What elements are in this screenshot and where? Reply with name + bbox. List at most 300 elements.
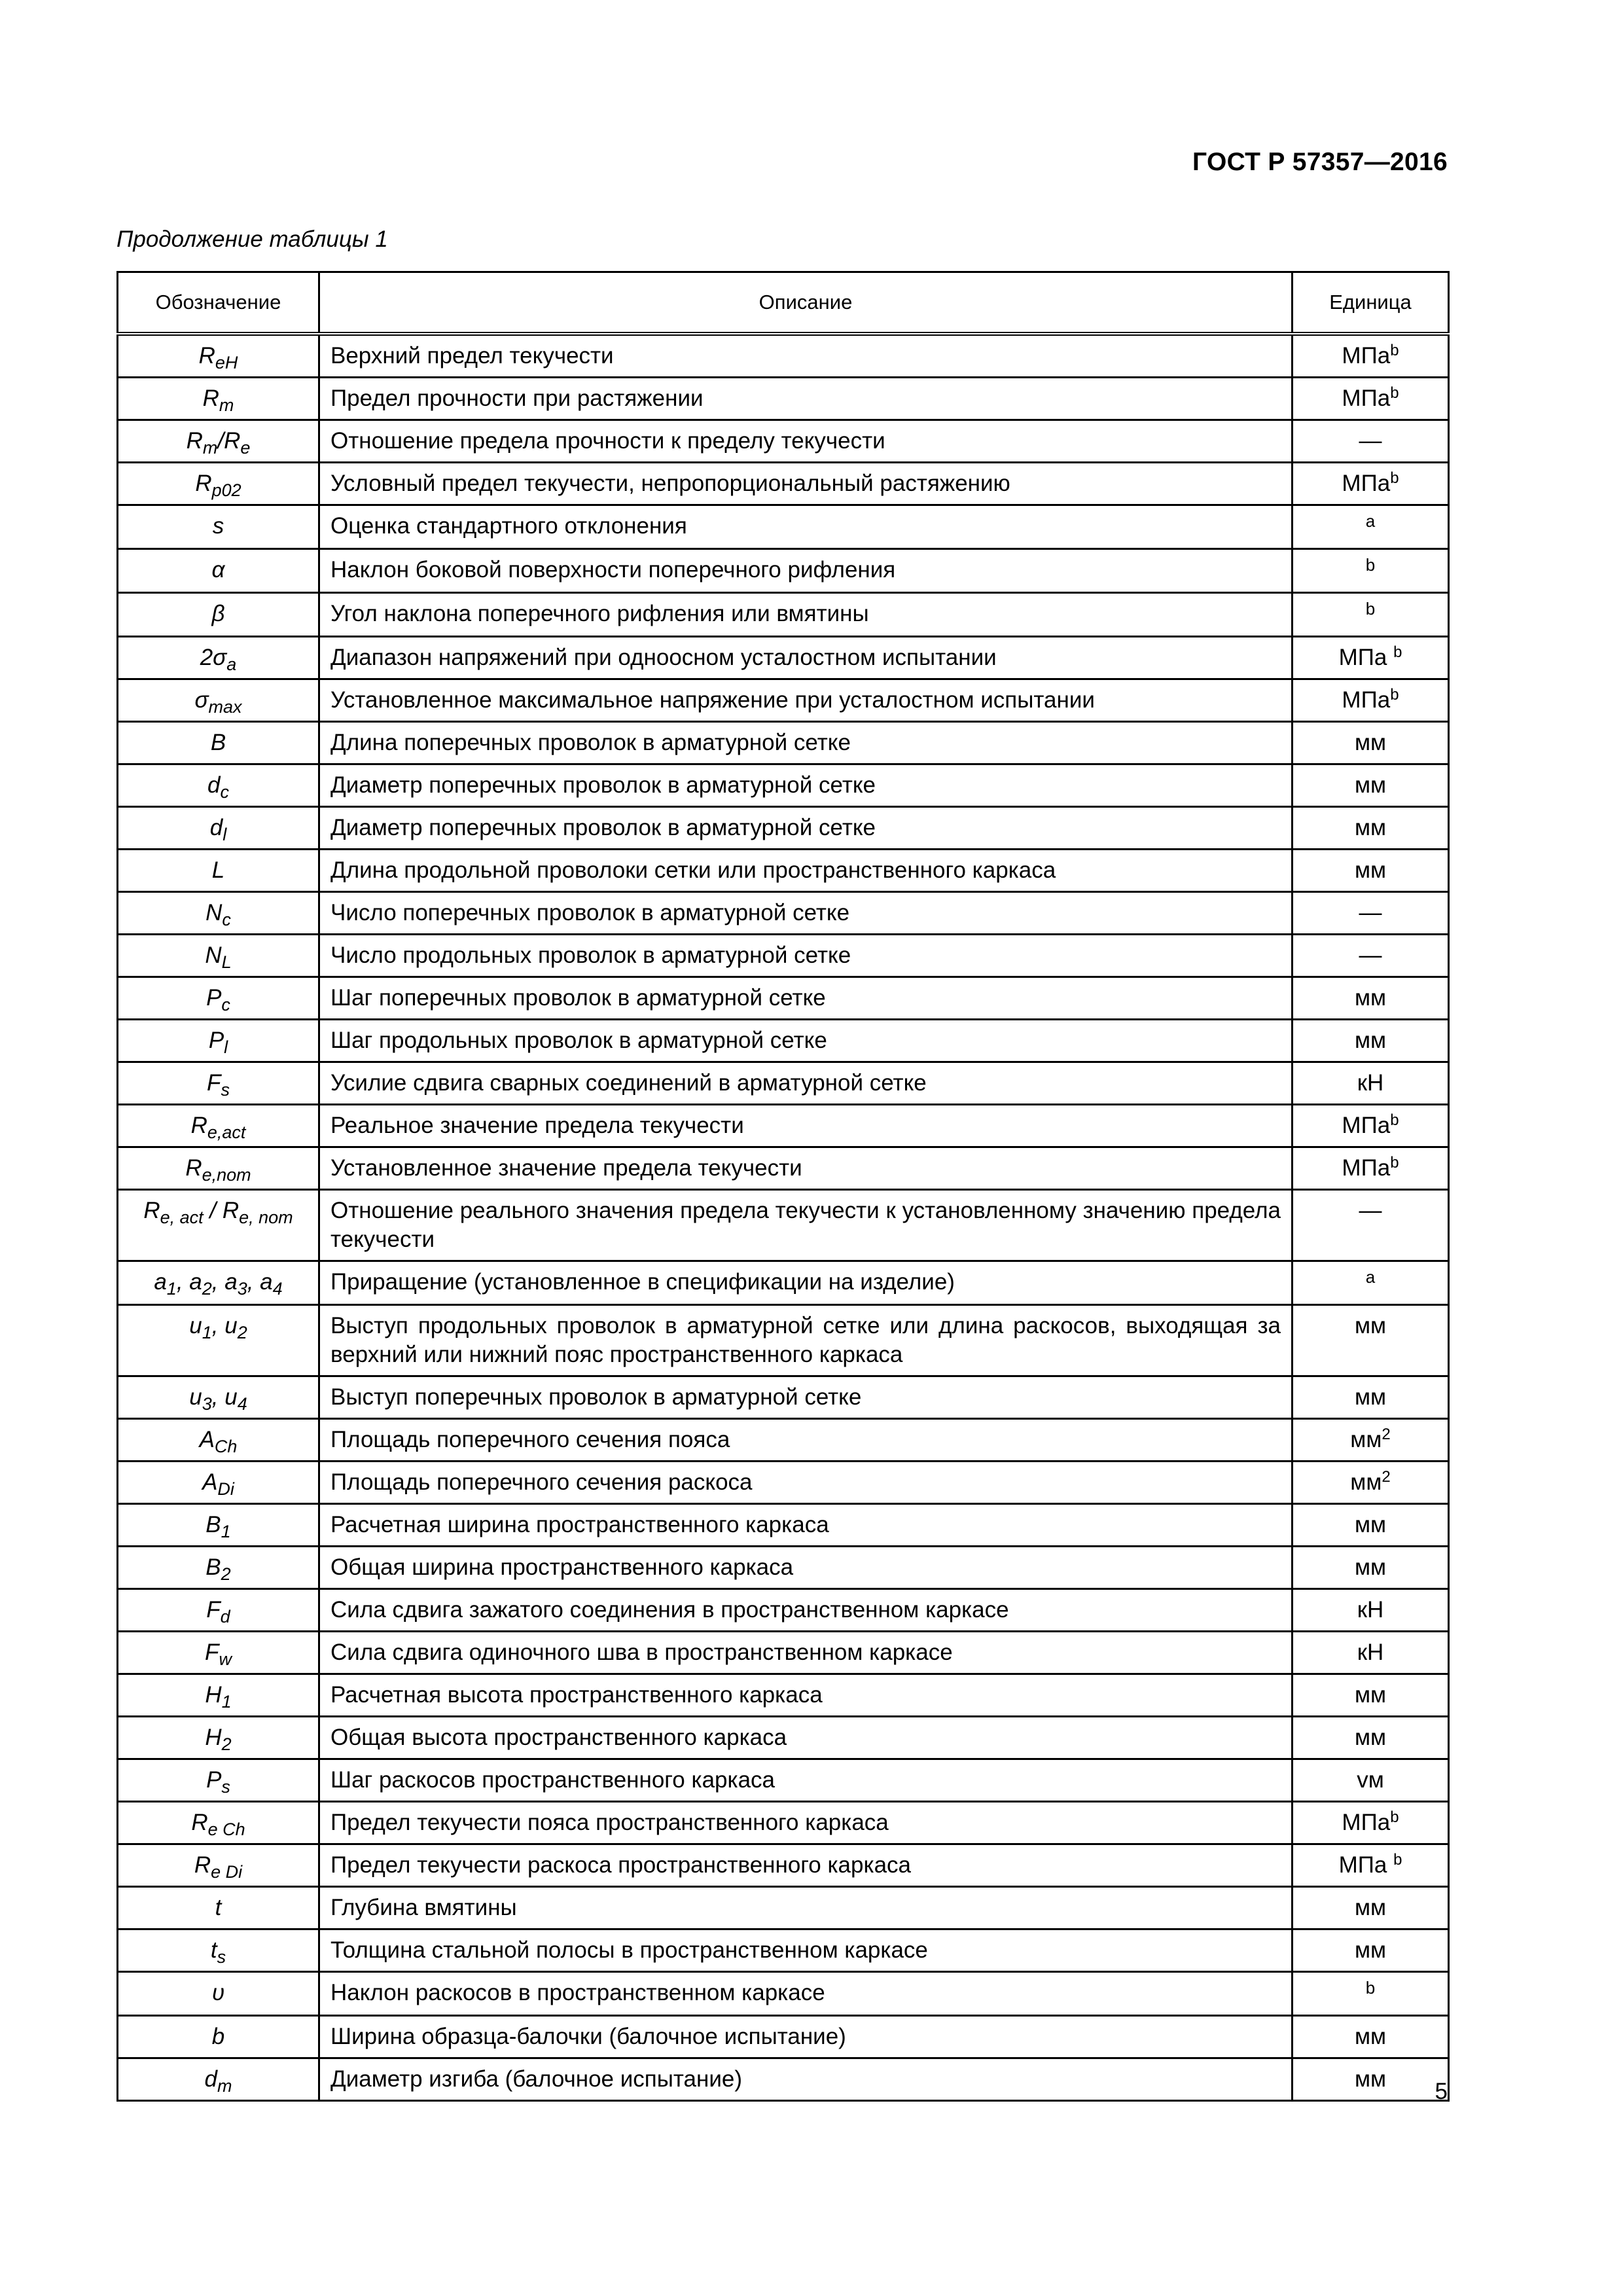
description-cell: Сила сдвига одиночного шва в пространственном каркасе [319, 1631, 1293, 1674]
symbol-subscript: e, nom [239, 1207, 293, 1227]
symbol-subscript: 4 [272, 1278, 283, 1299]
description-cell: Установленное значение предела текучести [319, 1147, 1293, 1189]
unit-cell [1293, 505, 1449, 548]
symbol [213, 513, 224, 539]
symbol-subscript: e [240, 437, 251, 457]
symbol-base: N [205, 899, 223, 925]
symbol-base: σ [194, 687, 209, 713]
symbol-subscript: s [217, 1946, 226, 1967]
unit-value: — [1359, 942, 1382, 968]
symbol-base: B [205, 1554, 221, 1580]
unit-cell [1293, 1418, 1449, 1461]
symbol-cell [118, 1759, 319, 1801]
symbol-cell [118, 1304, 319, 1376]
unit-cell [1293, 377, 1449, 420]
table-row [118, 548, 1449, 592]
unit-cell [1293, 592, 1449, 636]
description-cell: Оценка стандартного отклонения [319, 505, 1293, 548]
table-row [118, 1418, 1449, 1461]
symbol-base: /R [217, 427, 241, 454]
symbol-subscript: max [208, 696, 242, 717]
unit-cell [1293, 2015, 1449, 2058]
symbol [206, 1596, 230, 1626]
symbol-cell [118, 1261, 319, 1304]
table-row [118, 1304, 1449, 1376]
description-cell: Сила сдвига зажатого соединения в пространственном каркасе [319, 1588, 1293, 1631]
unit-cell [1293, 1971, 1449, 2015]
symbol-subscript: 1 [166, 1278, 177, 1299]
symbol-cell [118, 764, 319, 806]
symbol [205, 1724, 232, 1754]
table-row [118, 1461, 1449, 1503]
unit-footnote-mark: b [1390, 384, 1399, 402]
unit-cell [1293, 1304, 1449, 1376]
unit-cell [1293, 1674, 1449, 1716]
symbol-cell [118, 636, 319, 679]
unit-cell [1293, 679, 1449, 721]
table-row [118, 1503, 1449, 1546]
unit-value: мм [1354, 1937, 1387, 1963]
unit-value: МПа [1342, 1155, 1391, 1181]
symbol-base: L [211, 857, 225, 883]
table-row [118, 592, 1449, 636]
symbol [199, 1426, 238, 1456]
symbol [212, 857, 224, 883]
unit-footnote-mark: a [1365, 1266, 1376, 1287]
unit-cell [1293, 1461, 1449, 1503]
table-row [118, 1376, 1449, 1418]
symbol-subscript: 1 [221, 1521, 231, 1541]
unit-value: vм [1357, 1767, 1384, 1793]
symbol-base: R [191, 1809, 208, 1835]
symbol [205, 1554, 231, 1584]
unit-value: МПа [1338, 1852, 1394, 1878]
symbol-subscript: e,act [207, 1122, 246, 1142]
description-cell: Расчетная высота пространственного каркаса [319, 1674, 1293, 1716]
document-code: ГОСТ Р 57357—2016 [1192, 148, 1448, 176]
symbol-subscript: eH [215, 352, 238, 372]
symbol-cell [118, 2015, 319, 2058]
symbol-cell [118, 849, 319, 891]
description-cell: Усилие сдвига сварных соединений в арматурной сетке [319, 1062, 1293, 1104]
symbol [195, 470, 241, 500]
symbol-subscript: 2 [202, 1278, 212, 1299]
symbol [215, 1895, 222, 1920]
symbol-subscript: s [221, 1776, 230, 1797]
description-cell: Глубина вмятины [319, 1886, 1293, 1929]
table-row [118, 1546, 1449, 1588]
description-cell: Предел текучести раскоса пространственного каркаса [319, 1844, 1293, 1886]
symbol-cell [118, 2058, 319, 2100]
description-cell: Выступ поперечных проволок в арматурной сетке [319, 1376, 1293, 1418]
unit-footnote-mark: b [1365, 554, 1376, 575]
symbol-subscript: 2 [221, 1734, 232, 1754]
description-cell: Расчетная ширина пространственного каркаса [319, 1503, 1293, 1546]
symbol-subscript: Di [217, 1479, 234, 1499]
description-cell: Площадь поперечного сечения пояса [319, 1418, 1293, 1461]
symbol-cell [118, 679, 319, 721]
table-row [118, 420, 1449, 462]
table-row [118, 1971, 1449, 2015]
description-cell: Диаметр поперечных проволок в арматурной сетке [319, 764, 1293, 806]
symbol-base: A [199, 1426, 215, 1452]
unit-cell [1293, 1376, 1449, 1418]
symbol-cell [118, 1062, 319, 1104]
unit-cell [1293, 1503, 1449, 1546]
description-cell: Общая ширина пространственного каркаса [319, 1546, 1293, 1588]
symbol-cell [118, 1546, 319, 1588]
symbol [212, 1980, 224, 2005]
table-row [118, 1189, 1449, 1261]
unit-cell [1293, 1147, 1449, 1189]
symbol-cell [118, 462, 319, 505]
symbol-cell [118, 420, 319, 462]
unit-cell [1293, 420, 1449, 462]
unit-footnote-mark: b [1393, 1850, 1402, 1869]
table-row [118, 334, 1449, 378]
table-row [118, 934, 1449, 977]
symbol-base: N [205, 942, 222, 968]
table-row [118, 1801, 1449, 1844]
symbol [206, 1767, 230, 1797]
table-row [118, 1261, 1449, 1304]
symbol [208, 1027, 228, 1057]
symbol-cell [118, 1104, 319, 1147]
symbol-base: , u [211, 1384, 238, 1410]
unit-cell [1293, 806, 1449, 849]
unit-footnote-mark: 2 [1382, 1425, 1391, 1443]
table-row [118, 764, 1449, 806]
symbol-subscript: m [219, 395, 234, 415]
unit-footnote-mark: 2 [1382, 1467, 1391, 1486]
symbol-cell [118, 1929, 319, 1971]
symbol-base: R [185, 1155, 202, 1181]
symbol-subscript: 4 [237, 1393, 247, 1414]
symbol-subscript: m [202, 437, 218, 457]
symbol-cell [118, 1418, 319, 1461]
unit-cell [1293, 462, 1449, 505]
unit-cell [1293, 1886, 1449, 1929]
table-row [118, 2058, 1449, 2100]
description-cell: Приращение (установленное в спецификации на изделие) [319, 1261, 1293, 1304]
symbol-base: , a [247, 1268, 273, 1295]
symbol [205, 942, 232, 972]
description-cell: Условный предел текучести, непропорциональный растяжению [319, 462, 1293, 505]
symbol-base: u [189, 1312, 202, 1338]
description-cell: Верхний предел текучести [319, 334, 1293, 378]
symbol-base: R [195, 470, 212, 496]
unit-value: мм [1354, 1312, 1387, 1338]
unit-value: мм [1354, 1681, 1387, 1708]
symbol-cell [118, 1886, 319, 1929]
symbol [186, 427, 251, 457]
symbol-cell [118, 1716, 319, 1759]
unit-cell [1293, 1801, 1449, 1844]
symbol [207, 1069, 230, 1100]
unit-cell [1293, 849, 1449, 891]
symbol-cell [118, 1019, 319, 1062]
symbol [185, 1155, 251, 1185]
unit-cell [1293, 1716, 1449, 1759]
symbol [202, 385, 234, 415]
unit-footnote-mark: b [1390, 1808, 1399, 1826]
table-row [118, 1716, 1449, 1759]
symbol-cell [118, 1844, 319, 1886]
symbol-cell [118, 934, 319, 977]
symbol-cell [118, 1631, 319, 1674]
unit-value: — [1359, 899, 1382, 925]
table-row [118, 1588, 1449, 1631]
description-cell: Наклон боковой поверхности поперечного рифления [319, 548, 1293, 592]
symbol-subscript: 3 [202, 1393, 212, 1414]
unit-value: кН [1357, 1596, 1384, 1623]
table-row [118, 1019, 1449, 1062]
table-row [118, 1631, 1449, 1674]
description-cell: Предел прочности при растяжении [319, 377, 1293, 420]
unit-cell [1293, 548, 1449, 592]
description-cell: Число продольных проволок в арматурной сетке [319, 934, 1293, 977]
unit-cell [1293, 1759, 1449, 1801]
symbol [189, 1312, 247, 1342]
symbol-base: R [198, 342, 215, 368]
symbol-cell [118, 1674, 319, 1716]
symbol-subscript: Ch [214, 1436, 238, 1456]
description-cell: Общая высота пространственного каркаса [319, 1716, 1293, 1759]
unit-cell [1293, 1929, 1449, 1971]
description-cell: Толщина стальной полосы в пространственном каркасе [319, 1929, 1293, 1971]
table-header-row [118, 272, 1449, 334]
unit-value: МПа [1342, 385, 1391, 411]
unit-value: мм [1354, 1894, 1387, 1920]
unit-cell [1293, 1844, 1449, 1886]
symbol-subscript: m [217, 2075, 232, 2096]
symbol-base: P [208, 1027, 224, 1053]
table-row [118, 1104, 1449, 1147]
symbol-base: t [215, 1894, 222, 1920]
symbol-cell [118, 1801, 319, 1844]
symbol-cell [118, 977, 319, 1019]
symbol [204, 2066, 232, 2096]
unit-value: — [1359, 1197, 1382, 1223]
symbol-base: P [206, 984, 222, 1011]
unit-value: мм [1354, 1027, 1387, 1053]
symbol-base: u [189, 1384, 202, 1410]
symbol-cell [118, 806, 319, 849]
table-row [118, 1886, 1449, 1929]
unit-value: мм [1354, 857, 1387, 883]
symbol-base: B [205, 1511, 221, 1537]
symbol-base: 2σ [200, 644, 227, 670]
symbol-cell [118, 1147, 319, 1189]
unit-value: мм [1354, 2023, 1387, 2049]
table-row [118, 1062, 1449, 1104]
symbol-base: υ [211, 1979, 225, 2005]
table-caption: Продолжение таблицы 1 [116, 226, 388, 252]
table-body [118, 334, 1449, 2101]
symbol-cell [118, 1189, 319, 1261]
symbol-subscript: p02 [211, 480, 241, 500]
table-row [118, 505, 1449, 548]
description-cell: Отношение предела прочности к пределу текучести [319, 420, 1293, 462]
symbol-base: s [212, 512, 224, 539]
table-row [118, 2015, 1449, 2058]
symbol-subscript: L [221, 952, 232, 972]
header-description: Описание [319, 272, 1293, 334]
table-row [118, 462, 1449, 505]
symbol-subscript: 2 [237, 1322, 247, 1342]
symbol-cell [118, 592, 319, 636]
unit-value: мм [1350, 1426, 1382, 1452]
symbol-cell [118, 891, 319, 934]
unit-cell [1293, 1062, 1449, 1104]
unit-footnote-mark: b [1390, 1153, 1399, 1172]
symbol [194, 687, 242, 717]
symbol-subscript: e Di [211, 1861, 243, 1882]
symbol-subscript: c [221, 994, 230, 1014]
description-cell: Число поперечных проволок в арматурной сетке [319, 891, 1293, 934]
symbol [210, 1937, 226, 1967]
symbol-subscript: e, act [160, 1207, 204, 1227]
symbol-subscript: 1 [202, 1322, 212, 1342]
symbol-base: R [190, 1112, 207, 1138]
symbol-cell [118, 1971, 319, 2015]
description-cell: Установленное максимальное напряжение при усталостном испытании [319, 679, 1293, 721]
unit-value: МПа [1338, 644, 1394, 670]
symbol-cell [118, 334, 319, 378]
table-row [118, 377, 1449, 420]
symbol-subscript: l [224, 1037, 228, 1057]
symbol-base: , a [211, 1268, 238, 1295]
unit-value: мм [1350, 1469, 1382, 1495]
symbol-subscript: s [221, 1079, 230, 1100]
symbol-cell [118, 1461, 319, 1503]
unit-value: МПа [1342, 470, 1391, 496]
symbol-base: A [202, 1469, 218, 1495]
symbol [205, 1511, 231, 1541]
symbol-base: R [194, 1852, 211, 1878]
symbol-base: R [186, 427, 203, 454]
description-cell: Шаг продольных проволок в арматурной сетке [319, 1019, 1293, 1062]
symbol [207, 772, 229, 802]
symbol [209, 814, 227, 844]
unit-cell [1293, 1189, 1449, 1261]
symbol-subscript: c [220, 781, 229, 802]
unit-cell [1293, 2058, 1449, 2100]
unit-cell [1293, 1588, 1449, 1631]
symbol [211, 730, 226, 755]
symbol-subscript: a [226, 654, 237, 674]
unit-cell [1293, 1104, 1449, 1147]
symbol-cell [118, 505, 319, 548]
symbol [202, 1469, 234, 1499]
table-row [118, 1844, 1449, 1886]
unit-value: мм [1354, 729, 1387, 755]
symbol-subscript: e Ch [207, 1819, 245, 1839]
description-cell: Отношение реального значения предела текучести к установленному значению предела текучести [319, 1189, 1293, 1261]
symbol-subscript: l [223, 824, 227, 844]
header-unit: Единица [1293, 272, 1449, 334]
unit-cell [1293, 636, 1449, 679]
symbol-base: β [211, 600, 225, 626]
symbol [206, 984, 230, 1014]
symbol [205, 899, 231, 929]
symbol [194, 1852, 243, 1882]
description-cell: Ширина образца-балочки (балочное испытание) [319, 2015, 1293, 2058]
unit-cell [1293, 721, 1449, 764]
unit-value: МПа [1342, 687, 1391, 713]
symbol-subscript: e,nom [202, 1164, 251, 1185]
description-cell: Угол наклона поперечного рифления или вмятины [319, 592, 1293, 636]
symbol-base: P [206, 1767, 222, 1793]
table-row [118, 1929, 1449, 1971]
description-cell: Предел текучести пояса пространственного каркаса [319, 1801, 1293, 1844]
table-row [118, 1147, 1449, 1189]
symbol [198, 342, 238, 372]
symbol-base: / R [203, 1197, 240, 1223]
unit-value: МПа [1342, 1112, 1391, 1138]
unit-cell [1293, 1019, 1449, 1062]
symbol [143, 1197, 293, 1227]
symbol-base: , a [176, 1268, 202, 1295]
description-cell: Выступ продольных проволок в арматурной сетке или длина раскосов, выходящая за верхний или нижний пояс пространственного каркаса [319, 1304, 1293, 1376]
header-symbol: Обозначение [118, 272, 319, 334]
unit-footnote-mark: b [1390, 1111, 1399, 1129]
unit-cell [1293, 934, 1449, 977]
symbol [154, 1268, 283, 1299]
description-cell: Диаметр изгиба (балочное испытание) [319, 2058, 1293, 2100]
unit-cell [1293, 1261, 1449, 1304]
symbol-base: H [205, 1681, 222, 1708]
table-row [118, 721, 1449, 764]
symbol-subscript: w [219, 1649, 232, 1669]
symbol-cell [118, 548, 319, 592]
symbol-cell [118, 377, 319, 420]
symbol-cell [118, 1588, 319, 1631]
unit-value: — [1359, 427, 1382, 454]
table-row [118, 849, 1449, 891]
symbol-base: R [202, 385, 219, 411]
table-row [118, 679, 1449, 721]
unit-value: МПа [1342, 1809, 1391, 1835]
table-row [118, 1674, 1449, 1716]
symbol-base: d [209, 814, 223, 840]
table-row [118, 806, 1449, 849]
symbol [205, 1639, 232, 1669]
unit-value: кН [1357, 1639, 1384, 1665]
symbol [212, 601, 225, 626]
unit-footnote-mark: b [1390, 341, 1399, 359]
unit-value: мм [1354, 1554, 1387, 1580]
symbol [205, 1681, 232, 1712]
unit-cell [1293, 764, 1449, 806]
description-cell: Площадь поперечного сечения раскоса [319, 1461, 1293, 1503]
symbol-base: F [205, 1639, 219, 1665]
description-cell: Диаметр поперечных проволок в арматурной сетке [319, 806, 1293, 849]
description-cell: Наклон раскосов в пространственном каркасе [319, 1971, 1293, 2015]
symbol-base: a [154, 1268, 167, 1295]
symbol [189, 1384, 247, 1414]
description-cell: Шаг поперечных проволок в арматурной сетке [319, 977, 1293, 1019]
unit-footnote-mark: b [1393, 643, 1402, 661]
unit-value: МПа [1342, 342, 1391, 368]
symbol-base: B [210, 729, 226, 755]
description-cell: Шаг раскосов пространственного каркаса [319, 1759, 1293, 1801]
table-row [118, 977, 1449, 1019]
unit-cell [1293, 1631, 1449, 1674]
unit-value: кН [1357, 1069, 1384, 1096]
unit-value: мм [1354, 1384, 1387, 1410]
symbol [212, 2024, 224, 2049]
